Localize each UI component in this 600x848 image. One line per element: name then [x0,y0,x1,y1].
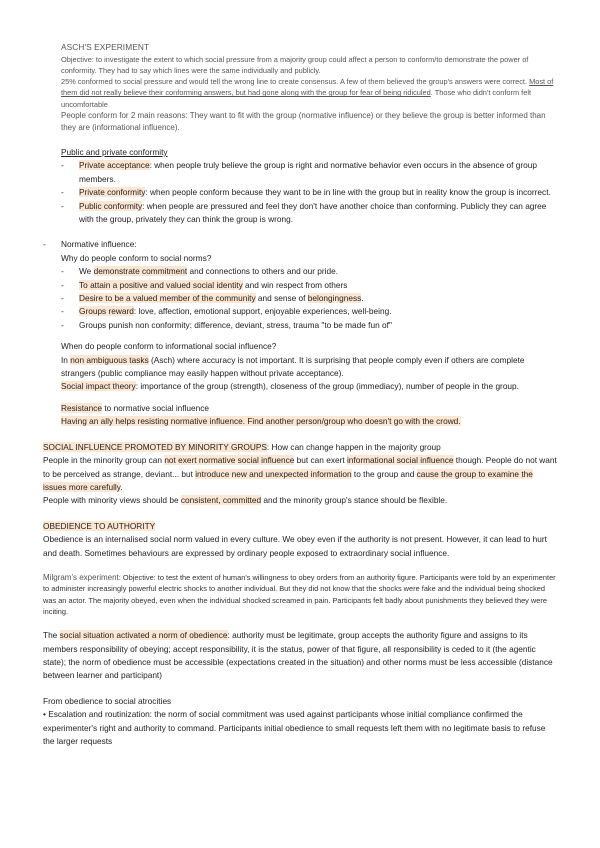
informational-question: When do people conform to informational social influence? [61,341,277,352]
minority-heading: SOCIAL INFLUENCE PROMOTED BY MINORITY GROUPS: How can change happen in the majority group [43,441,441,452]
normative-question: Why do people conform to social norms? [61,252,212,263]
list-item: - To attain a positive and valued social identity and win respect from others [61,279,558,292]
minority-section [43,441,558,749]
obedience-text: Obedience is an internalised social norm valued in every culture. We obey even if the authority is not present. However, it can lead to hurt and death. Sometimes behaviours are expressed by ordinary people exposed to extraordinary social influence. [43,534,547,558]
asch-results: 25% conformed to social pressure and would tell the wrong line to create consensus. A few of them believed the group's answers were correct. Most of them did not really believe their conforming answers, but had gone along with the group for fear of being ridiculed. Those who didn't conform felt uncomfortable [61,77,554,109]
minority-paragraph: People in the minority group can not exert normative social influence but can exert informational social influence though. People do not want to be perceived as strange, deviant... but introduce new and unexpected information to the group and cause the group to examine the issues more carefully. [43,455,557,492]
obedience-heading: OBEDIENCE TO AUTHORITY [43,520,156,531]
ally-text: Having an ally helps resisting normative influence. Find another person/group who doesn't go with the crowd. [61,416,461,427]
normative-list [61,265,558,332]
informational-answer: In non ambiguous tasks (Asch) where accuracy is not important. It is surprising that people comply even if others are complete strangers (public compliance may easily happen without private acceptance). [61,354,525,379]
list-item: - Public conformity: when people are pressured and feel they don't have another choice than conforming. Publicly they can agree with the group, privately they can think the group is wrong. [61,200,558,227]
normative-section: - Normative influence: Why do people conform to social norms? - We demonstrate commitment and connections to others and our pride. - To attain a positive and valued social identity and win respect from others - Desire to be a valued member of the community and sense of belongingness. - Groups reward: love, affection, emotional support, enjoyable experiences, well-being. - Groups punish non conformity: difference, deviant, stress, trauma "to be made fun of" When do people conform to informational social influence? In non ambiguous tasks (Asch) where accuracy is not important. It is surprising that people comply even if others are complete strangers (public compliance may easily happen without private acceptance). Social impact theory: importance of the group (strength), closeness of the group (immediacy), number of people in the group. Resistance to normative social influence Having an ally helps resisting normative influence. Find another person/group who doesn't go with the crowd. [61,238,558,428]
resistance-heading: Resistance to normative social influence [61,402,210,413]
atrocities-heading: From obedience to social atrocities [43,695,172,706]
asch-title: ASCH'S EXPERIMENT [61,42,150,52]
milgram-paragraph: Milgram's experiment: Objective: to test the extent of human's willingness to obey orders from an authority figure. Participants were told by an experimenter to administer increasingly powerful electric shocks to another individual. But they did not know that the shocks were fake and the individual being shocked was an actor. The majority obeyed, even when the individual shocked screamed in pain. Participants felt badly about punishments they believed they were inciting. [43,572,556,616]
list-item: - Private conformity: when people conform because they want to be in line with the group but in reality know the group is incorrect. [61,186,558,199]
conformity-list [61,159,558,226]
list-item: - Groups reward: love, affection, emotional support, enjoyable experiences, well-being. [61,305,558,318]
public-private-heading: Public and private conformity [61,146,168,157]
minority-views: People with minority views should be consistent, committed and the minority group's stance should be flexible. [43,495,448,506]
asch-reasons: People conform for 2 main reasons: They want to fit with the group (normative influence) or they believe the group is better informed than they are (informational influence). [61,110,546,132]
list-item: - Desire to be a valued member of the community and sense of belongingness. [61,292,558,305]
normative-heading: Normative influence: [61,239,137,250]
atrocities-bullet: • Escalation and routinization: the norm of social commitment was used against participants whose initial compliance confirmed the experimenter's right and authority to command. Participants initial obedience to small requests left them with no legitimate basis to refuse the larger requests [43,709,546,746]
asch-objective: Objective: to investigate the extent to which social pressure from a majority group could affect a person to conform/to demonstrate the power of conformity. They had to say which lines were the same individually and publicly. [61,54,529,75]
list-item: - We demonstrate commitment and connections to others and our pride. [61,265,558,278]
list-item: - Private acceptance: when people truly believe the group is right and normative behavior even occurs in the absence of group members. [61,159,558,186]
social-impact-theory: Social impact theory: importance of the group (strength), closeness of the group (immediacy), number of people in the group. [61,381,519,392]
situation-paragraph: The social situation activated a norm of obedience: authority must be legitimate, group accepts the authority figure and assigns to its members responsibility of obeying; accept responsibility, it is the status, power of that figure, all responsibility is ceded to it (the agentic state); the norm of obedience must be accessible (expectations created in the situation) and other norms must be less accessible (distance between learner and participant) [43,630,553,681]
list-item: - Groups punish non conformity: difference, deviant, stress, trauma "to be made fun of" [61,319,558,332]
